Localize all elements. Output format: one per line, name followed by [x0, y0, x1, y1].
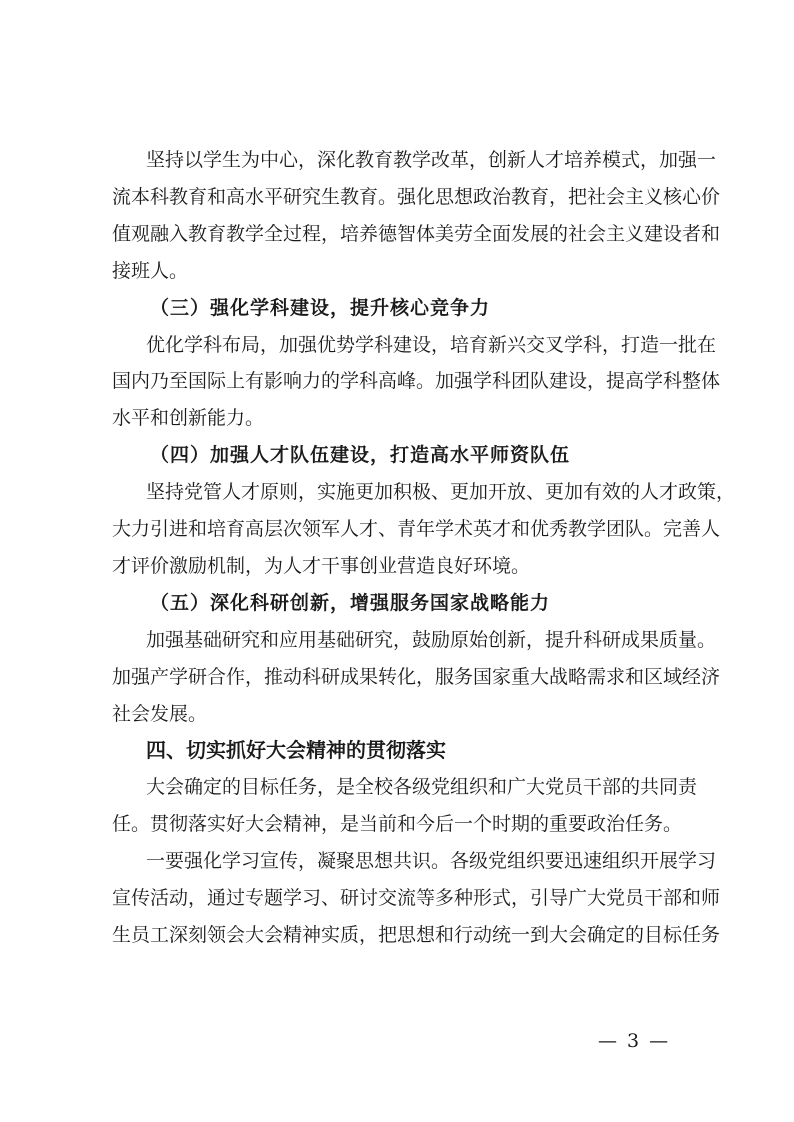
- subsection-heading: （五）深化科研创新，增强服务国家战略能力: [150, 591, 551, 614]
- paragraph-line: 加强产学研合作，推动科研成果转化，服务国家重大战略需求和区域经济: [112, 665, 721, 688]
- paragraph-line: 流本科教育和高水平研究生教育。强化思想政治教育，把社会主义核心价: [112, 185, 721, 208]
- paragraph-line: 社会发展。: [112, 702, 208, 725]
- paragraph-line: 任。贯彻落实好大会精神，是当前和今后一个时期的重要政治任务。: [112, 813, 683, 836]
- page-number: — 3 —: [598, 1030, 671, 1052]
- paragraph-line: 坚持党管人才原则，实施更加积极、更加开放、更加有效的人才政策，: [146, 481, 736, 504]
- subsection-heading: （四）加强人才队伍建设，打造高水平师资队伍: [150, 444, 571, 467]
- paragraph-line: 生员工深刻领会大会精神实质，把思想和行动统一到大会确定的目标任务: [112, 923, 721, 946]
- paragraph-line: 加强基础研究和应用基础研究，鼓励原始创新，提升科研成果质量。: [146, 628, 717, 651]
- paragraph-line: 才评价激励机制，为人才干事创业营造良好环境。: [112, 554, 531, 577]
- paragraph-line: 值观融入教育教学全过程，培养德智体美劳全面发展的社会主义建设者和: [112, 222, 721, 245]
- paragraph-line: 优化学科布局，加强优势学科建设，培育新兴交叉学科，打造一批在: [146, 333, 717, 356]
- paragraph-line: 大会确定的目标任务，是全校各级党组织和广大党员干部的共同责: [146, 776, 698, 799]
- paragraph-line: 国内乃至国际上有影响力的学科高峰。加强学科团队建设，提高学科整体: [112, 370, 721, 393]
- paragraph-line: 大力引进和培育高层次领军人才、青年学术英才和优秀教学团队。完善人: [112, 518, 721, 540]
- paragraph-line: 接班人。: [112, 259, 189, 282]
- subsection-heading: （三）强化学科建设，提升核心竞争力: [150, 296, 491, 319]
- paragraph-line: 坚持以学生为中心，深化教育教学改革，创新人才培养模式，加强一: [146, 149, 717, 171]
- paragraph-line: 水平和创新能力。: [112, 407, 265, 430]
- paragraph-line: 一要强化学习宣传，凝聚思想共识。各级党组织要迅速组织开展学习: [146, 850, 717, 873]
- section-heading: 四、切实抓好大会精神的贯彻落实: [146, 738, 446, 763]
- paragraph-line: 宣传活动，通过专题学习、研讨交流等多种形式，引导广大党员干部和师: [112, 887, 721, 909]
